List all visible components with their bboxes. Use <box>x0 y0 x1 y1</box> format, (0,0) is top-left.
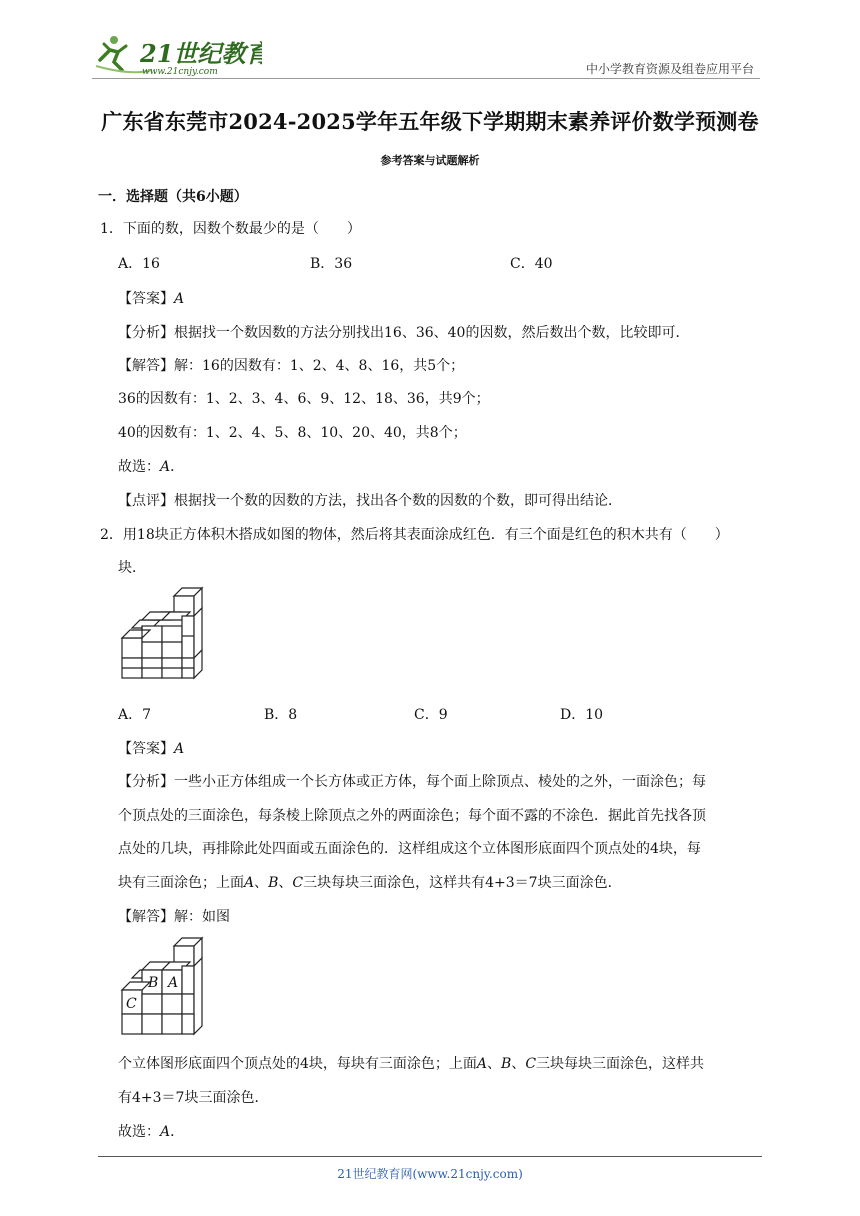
q1-answer: 【答案】A <box>118 291 185 307</box>
q1-option-b: B．36 <box>310 256 353 272</box>
label-c: C <box>126 996 137 1012</box>
q1-option-a: A．16 <box>118 256 160 272</box>
logo-url: www.21cnjy.com <box>142 67 218 77</box>
q1-option-c: C．40 <box>510 256 553 272</box>
q2-solution-1: 个立体图形底面四个顶点处的4块，每块有三面涂色；上面A、B、C三块每块三面涂色，这样共 <box>118 1056 705 1072</box>
q2-analysis-2: 个顶点处的三面涂色，每条棱上除顶点之外的两面涂色；每个面不露的不涂色．据此首先找各顶 <box>118 808 706 824</box>
footer-link[interactable]: 21世纪教育网(www.21cnjy.com) <box>337 1167 523 1181</box>
q2-analysis-1: 【分析】一些小正方体组成一个长方体或正方体，每个面上除顶点、棱处的之外，一面涂色；每 <box>118 774 706 790</box>
q2-answer: 【答案】A <box>118 741 185 757</box>
q2-stem-1: 2．用18块正方体积木搭成如图的物体，然后将其表面涂成红色．有三个面是红色的积木共有（ ） <box>100 527 729 543</box>
q1-analysis: 【分析】根据找一个数因数的方法分别找出16、36、40的因数，然后数出个数，比较即可． <box>118 325 690 341</box>
q2-cube-figure <box>118 586 208 690</box>
q1-solution-2: 36的因数有：1、2、3、4、6、9、12、18、36，共9个； <box>118 391 490 407</box>
q2-analysis-4: 块有三面涂色；上面A、B、C三块每块三面涂色，这样共有4+3＝7块三面涂色． <box>118 875 622 891</box>
q2-solution-head: 【解答】解：如图 <box>118 909 230 925</box>
platform-label: 中小学教育资源及组卷应用平台 <box>585 62 754 76</box>
q2-stem-2: 块． <box>118 560 146 576</box>
q1-solution-1: 【解答】解：16的因数有：1、2、4、8、16，共5个； <box>118 358 465 374</box>
site-logo <box>92 30 262 80</box>
q2-labelled-cube-figure <box>118 934 208 1040</box>
page-subtitle: 参考答案与试题解析 <box>380 154 480 167</box>
header-divider <box>92 78 760 79</box>
label-b: B <box>148 975 159 991</box>
q1-comment: 【点评】根据找一个数的因数的方法，找出各个数的因数的个数，即可得出结论． <box>118 493 622 509</box>
q2-option-a: A．7 <box>118 707 152 723</box>
q2-option-d: D．10 <box>560 707 604 723</box>
q1-choice: 故选：A． <box>118 459 185 475</box>
q2-analysis-3: 点处的几块，再排除此处四面或五面涂色的．这样组成这个立体图形底面四个顶点处的4块，每 <box>118 841 701 857</box>
page-title: 广东省东莞市2024-2025学年五年级下学期期末素养评价数学预测卷 <box>101 109 759 134</box>
q2-option-b: B．8 <box>264 707 298 723</box>
q2-choice: 故选：A． <box>118 1124 185 1140</box>
section-heading: 一．选择题（共6小题） <box>98 189 248 205</box>
label-a: A <box>168 975 179 991</box>
q1-stem: 1．下面的数，因数个数最少的是（ ） <box>100 221 361 237</box>
footer-divider <box>98 1156 762 1157</box>
q2-solution-2: 有4+3＝7块三面涂色． <box>118 1090 269 1106</box>
q1-solution-3: 40的因数有：1、2、4、5、8、10、20、40，共8个； <box>118 425 467 441</box>
q2-option-c: C．9 <box>414 707 448 723</box>
logo-text: 21世纪教育 <box>140 39 262 68</box>
